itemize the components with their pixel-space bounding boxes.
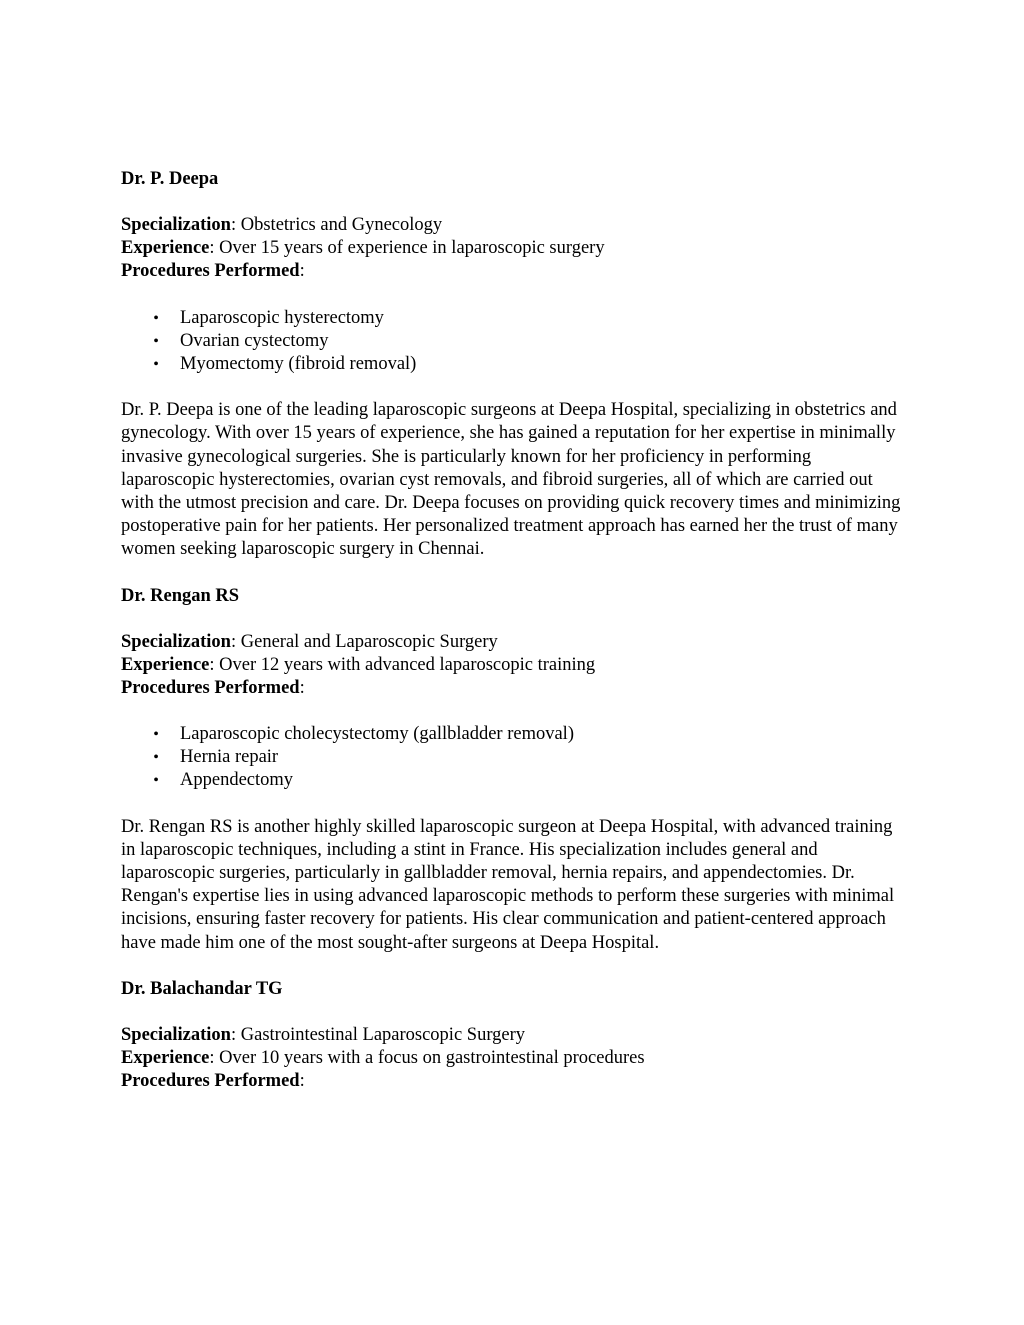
specialization-line bbox=[121, 1024, 911, 1047]
procedure-text: Myomectomy (fibroid removal) bbox=[180, 353, 417, 374]
doctor-meta bbox=[121, 1024, 911, 1094]
procedures-line bbox=[121, 260, 911, 283]
procedures-label: Procedures Performed bbox=[121, 677, 300, 698]
procedures-line bbox=[121, 1070, 911, 1093]
experience-line bbox=[121, 654, 911, 677]
specialization-label: Specialization bbox=[121, 1024, 231, 1045]
experience-value: : Over 10 years with a focus on gastrointestinal procedures bbox=[209, 1048, 645, 1069]
procedures-colon: : bbox=[299, 1071, 305, 1092]
procedures-label: Procedures Performed bbox=[121, 1071, 300, 1092]
specialization-label: Specialization bbox=[121, 631, 231, 652]
document-page bbox=[121, 168, 911, 1116]
doctor-bio: Dr. P. Deepa is one of the leading laparoscopic surgeons at Deepa Hospital, specializing in obstetrics and gynecology. With over 15 years of experience, she has gained a reputation for her expertise in minimally invasive gynecological surgeries. She is particularly known for her proficiency in performing laparoscopic hysterectomies, ovarian cyst removals, and fibroid surgeries, all of which are carried out with the utmost precision and care. Dr. Deepa focuses on providing quick recovery times and minimizing postoperative pain for her patients. Her personalized treatment approach has earned her the trust of many women seeking laparoscopic surgery in Chennai. bbox=[121, 400, 901, 560]
doctor-profile-rengan bbox=[121, 585, 911, 955]
list-item bbox=[121, 330, 911, 353]
procedure-text: Laparoscopic hysterectomy bbox=[180, 307, 384, 328]
procedure-text: Appendectomy bbox=[180, 770, 294, 791]
specialization-value: : Gastrointestinal Laparoscopic Surgery bbox=[230, 1024, 526, 1045]
doctor-profile-deepa bbox=[121, 168, 911, 562]
experience-line bbox=[121, 237, 911, 260]
list-item bbox=[121, 723, 911, 746]
doctor-meta bbox=[121, 631, 911, 701]
specialization-label: Specialization bbox=[121, 215, 231, 235]
specialization-line bbox=[121, 631, 911, 654]
experience-label: Experience bbox=[121, 238, 210, 259]
experience-label: Experience bbox=[121, 1048, 210, 1069]
procedure-text: Ovarian cystectomy bbox=[180, 330, 329, 351]
experience-line bbox=[121, 1047, 911, 1070]
list-item bbox=[121, 769, 911, 792]
procedure-text: Hernia repair bbox=[180, 747, 279, 768]
procedures-list bbox=[121, 723, 911, 793]
experience-label: Experience bbox=[121, 654, 210, 675]
doctor-name: Dr. P. Deepa bbox=[121, 169, 219, 189]
procedures-line bbox=[121, 677, 911, 700]
bullet-icon: • bbox=[153, 355, 159, 373]
doctor-meta bbox=[121, 214, 911, 284]
bullet-icon: • bbox=[153, 726, 159, 744]
experience-value: : Over 12 years with advanced laparoscopic training bbox=[209, 654, 596, 675]
specialization-value: : Obstetrics and Gynecology bbox=[230, 215, 443, 235]
doctor-name: Dr. Balachandar TG bbox=[121, 978, 283, 999]
procedures-list bbox=[121, 307, 911, 377]
procedures-colon: : bbox=[299, 261, 305, 282]
procedures-colon: : bbox=[299, 677, 305, 698]
specialization-value: : General and Laparoscopic Surgery bbox=[230, 631, 498, 652]
bullet-icon: • bbox=[153, 332, 159, 350]
list-item bbox=[121, 307, 911, 330]
doctor-name: Dr. Rengan RS bbox=[121, 585, 240, 606]
procedure-text: Laparoscopic cholecystectomy (gallbladder removal) bbox=[180, 724, 574, 745]
list-item bbox=[121, 353, 911, 376]
procedures-label: Procedures Performed bbox=[121, 261, 300, 282]
experience-value: : Over 15 years of experience in laparoscopic surgery bbox=[209, 238, 605, 259]
bullet-icon: • bbox=[153, 749, 159, 767]
doctor-profile-balachandar bbox=[121, 978, 911, 1094]
bullet-icon: • bbox=[153, 309, 159, 327]
list-item bbox=[121, 746, 911, 769]
doctor-bio: Dr. Rengan RS is another highly skilled laparoscopic surgeon at Deepa Hospital, with advanced training in laparoscopic techniques, including a stint in France. His specialization includes general and laparoscopic surgeries, particularly in gallbladder removal, hernia repairs, and appendectomies. Dr. Rengan's expertise lies in using advanced laparoscopic methods to perform these surgeries with minimal incisions, ensuring faster recovery for patients. His clear communication and patient-centered approach have made him one of the most sought-after surgeons at Deepa Hospital. bbox=[121, 816, 895, 953]
specialization-line bbox=[121, 214, 911, 237]
bullet-icon: • bbox=[153, 772, 159, 790]
